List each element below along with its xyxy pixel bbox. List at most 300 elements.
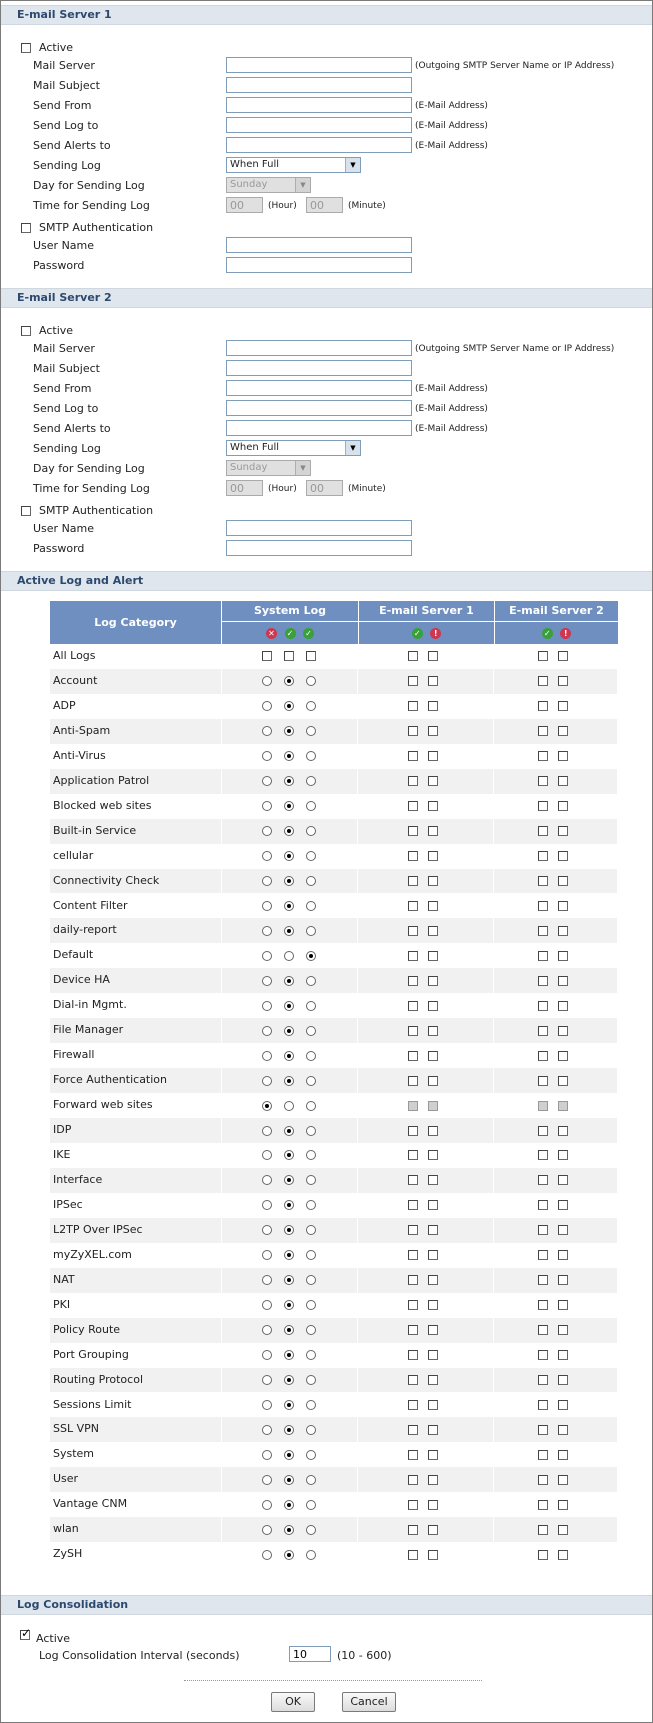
- email2-checkbox[interactable]: [538, 1375, 548, 1385]
- system-log-radio[interactable]: [262, 1325, 272, 1335]
- system-log-radio[interactable]: [284, 1525, 294, 1535]
- email2-checkbox[interactable]: [558, 876, 568, 886]
- server1-sending-log-select[interactable]: [226, 157, 361, 173]
- system-log-radio[interactable]: [306, 1275, 316, 1285]
- email2-checkbox[interactable]: [558, 801, 568, 811]
- email1-checkbox[interactable]: [428, 676, 438, 686]
- system-log-radio[interactable]: [306, 1250, 316, 1260]
- system-log-radio[interactable]: [306, 676, 316, 686]
- email1-checkbox[interactable]: [408, 1525, 418, 1535]
- server1-send-from-input[interactable]: [226, 97, 412, 113]
- email2-checkbox[interactable]: [558, 1076, 568, 1086]
- server1-day-select[interactable]: [226, 177, 311, 193]
- server1-active-checkbox[interactable]: [21, 43, 31, 53]
- email1-checkbox[interactable]: [428, 1500, 438, 1510]
- system-log-radio[interactable]: [262, 1400, 272, 1410]
- system-log-checkbox[interactable]: [262, 651, 272, 661]
- email2-checkbox[interactable]: [538, 1001, 548, 1011]
- email2-checkbox[interactable]: [558, 901, 568, 911]
- email2-checkbox[interactable]: [558, 1400, 568, 1410]
- email2-checkbox[interactable]: [538, 851, 548, 861]
- email1-checkbox[interactable]: [408, 701, 418, 711]
- system-log-radio[interactable]: [284, 1101, 294, 1111]
- email1-checkbox[interactable]: [408, 1001, 418, 1011]
- server2-send-from-input[interactable]: [226, 380, 412, 396]
- system-log-radio[interactable]: [306, 826, 316, 836]
- email2-checkbox[interactable]: [558, 1175, 568, 1185]
- system-log-radio[interactable]: [306, 1101, 316, 1111]
- email1-checkbox[interactable]: [408, 776, 418, 786]
- consolidation-interval-input[interactable]: [289, 1646, 331, 1662]
- system-log-radio[interactable]: [284, 1275, 294, 1285]
- system-log-radio[interactable]: [306, 1026, 316, 1036]
- system-log-radio[interactable]: [284, 701, 294, 711]
- system-log-checkbox[interactable]: [284, 651, 294, 661]
- system-log-radio[interactable]: [284, 1200, 294, 1210]
- system-log-radio[interactable]: [262, 1525, 272, 1535]
- email2-checkbox[interactable]: [558, 1500, 568, 1510]
- system-log-radio[interactable]: [262, 1250, 272, 1260]
- server2-active-checkbox[interactable]: [21, 326, 31, 336]
- email2-checkbox[interactable]: [538, 1200, 548, 1210]
- system-log-radio[interactable]: [306, 1325, 316, 1335]
- server1-minute-input[interactable]: [306, 197, 343, 213]
- system-log-radio[interactable]: [306, 1001, 316, 1011]
- email1-checkbox[interactable]: [428, 751, 438, 761]
- column-separator: [221, 769, 222, 794]
- system-log-radio[interactable]: [306, 1375, 316, 1385]
- email1-checkbox[interactable]: [428, 1350, 438, 1360]
- email2-checkbox[interactable]: [538, 1425, 548, 1435]
- email2-checkbox[interactable]: [538, 1475, 548, 1485]
- system-log-radio[interactable]: [284, 1475, 294, 1485]
- system-log-radio[interactable]: [306, 1400, 316, 1410]
- system-log-radio[interactable]: [306, 1076, 316, 1086]
- email2-checkbox[interactable]: [538, 1076, 548, 1086]
- system-log-radio[interactable]: [284, 951, 294, 961]
- email1-checkbox[interactable]: [428, 1225, 438, 1235]
- email1-checkbox[interactable]: [428, 901, 438, 911]
- system-log-radio[interactable]: [262, 1150, 272, 1160]
- email2-checkbox[interactable]: [558, 1126, 568, 1136]
- email1-checkbox[interactable]: [408, 1051, 418, 1061]
- system-log-radio[interactable]: [262, 751, 272, 761]
- email2-checkbox[interactable]: [558, 1300, 568, 1310]
- server2-time-label: Time for Sending Log: [33, 482, 150, 495]
- email-server-2-section: [1, 308, 652, 563]
- server1-send-alerts-to-input[interactable]: [226, 137, 412, 153]
- system-log-radio[interactable]: [284, 851, 294, 861]
- email2-checkbox[interactable]: [558, 651, 568, 661]
- email1-checkbox[interactable]: [428, 1525, 438, 1535]
- system-log-radio[interactable]: [306, 776, 316, 786]
- email1-checkbox[interactable]: [428, 801, 438, 811]
- server2-send-log-to-input[interactable]: [226, 400, 412, 416]
- system-log-radio[interactable]: [306, 801, 316, 811]
- email2-checkbox[interactable]: [558, 926, 568, 936]
- email2-checkbox[interactable]: [558, 1051, 568, 1061]
- email1-checkbox[interactable]: [408, 1026, 418, 1036]
- system-log-radio[interactable]: [284, 1300, 294, 1310]
- email2-checkbox[interactable]: [538, 1550, 548, 1560]
- system-log-radio[interactable]: [306, 1450, 316, 1460]
- server2-send-alerts-to-input[interactable]: [226, 420, 412, 436]
- email2-checkbox[interactable]: [538, 751, 548, 761]
- email1-checkbox[interactable]: [408, 676, 418, 686]
- system-log-radio[interactable]: [284, 876, 294, 886]
- email1-checkbox[interactable]: [408, 1375, 418, 1385]
- system-log-radio[interactable]: [284, 1026, 294, 1036]
- email1-checkbox[interactable]: [408, 1425, 418, 1435]
- column-separator: [493, 968, 494, 993]
- system-log-radio[interactable]: [306, 951, 316, 961]
- system-log-radio[interactable]: [262, 1500, 272, 1510]
- email2-checkbox[interactable]: [558, 1275, 568, 1285]
- column-separator: [357, 943, 358, 968]
- email2-checkbox[interactable]: [558, 1350, 568, 1360]
- server2-smtp-auth-checkbox[interactable]: [21, 506, 31, 516]
- email1-checkbox[interactable]: [428, 826, 438, 836]
- email1-checkbox[interactable]: [408, 876, 418, 886]
- system-log-radio[interactable]: [262, 701, 272, 711]
- email1-checkbox[interactable]: [428, 851, 438, 861]
- email1-checkbox[interactable]: [428, 701, 438, 711]
- email1-checkbox[interactable]: [408, 951, 418, 961]
- email1-checkbox[interactable]: [408, 1475, 418, 1485]
- email2-checkbox[interactable]: [538, 1325, 548, 1335]
- email2-checkbox[interactable]: [538, 1525, 548, 1535]
- consolidation-active-checkbox[interactable]: [20, 1630, 30, 1640]
- system-log-radio[interactable]: [284, 1500, 294, 1510]
- email2-checkbox[interactable]: [558, 1250, 568, 1260]
- cancel-button[interactable]: Cancel: [342, 1692, 396, 1712]
- server1-user-name-input[interactable]: [226, 237, 412, 253]
- server2-sending-log-select[interactable]: [226, 440, 361, 456]
- server1-smtp-auth-checkbox[interactable]: [21, 223, 31, 233]
- email1-checkbox[interactable]: [408, 976, 418, 986]
- system-log-radio[interactable]: [262, 1051, 272, 1061]
- system-log-radio[interactable]: [306, 1425, 316, 1435]
- email1-checkbox[interactable]: [408, 1275, 418, 1285]
- system-log-radio[interactable]: [284, 1375, 294, 1385]
- email2-checkbox[interactable]: [558, 1375, 568, 1385]
- email2-checkbox[interactable]: [538, 651, 548, 661]
- email2-checkbox[interactable]: [558, 951, 568, 961]
- system-log-radio[interactable]: [306, 726, 316, 736]
- server2-day-select[interactable]: [226, 460, 311, 476]
- email2-checkbox[interactable]: [558, 726, 568, 736]
- server1-send-log-to-input[interactable]: [226, 117, 412, 133]
- email1-checkbox[interactable]: [408, 1076, 418, 1086]
- email1-checkbox[interactable]: [408, 1126, 418, 1136]
- email2-checkbox[interactable]: [538, 1225, 548, 1235]
- email1-checkbox[interactable]: [428, 1026, 438, 1036]
- system-log-radio[interactable]: [262, 1175, 272, 1185]
- system-log-radio[interactable]: [262, 1101, 272, 1111]
- system-log-radio[interactable]: [306, 876, 316, 886]
- email2-checkbox[interactable]: [558, 1026, 568, 1036]
- server2-hour-input[interactable]: [226, 480, 263, 496]
- email2-checkbox[interactable]: [538, 1150, 548, 1160]
- system-log-radio[interactable]: [284, 1175, 294, 1185]
- email2-checkbox[interactable]: [558, 1550, 568, 1560]
- email1-checkbox[interactable]: [408, 826, 418, 836]
- email2-checkbox[interactable]: [558, 776, 568, 786]
- system-log-radio[interactable]: [306, 1175, 316, 1185]
- table-row: [50, 1318, 617, 1343]
- system-log-radio[interactable]: [306, 901, 316, 911]
- email1-checkbox[interactable]: [408, 751, 418, 761]
- email2-checkbox[interactable]: [538, 1051, 548, 1061]
- email2-checkbox[interactable]: [538, 776, 548, 786]
- system-log-radio[interactable]: [306, 926, 316, 936]
- system-log-radio[interactable]: [284, 1450, 294, 1460]
- system-log-radio[interactable]: [284, 751, 294, 761]
- system-log-radio[interactable]: [284, 801, 294, 811]
- email1-checkbox[interactable]: [408, 851, 418, 861]
- system-log-radio[interactable]: [284, 1150, 294, 1160]
- email2-checkbox[interactable]: [558, 701, 568, 711]
- email1-checkbox[interactable]: [428, 1275, 438, 1285]
- system-log-radio[interactable]: [262, 1275, 272, 1285]
- email1-checkbox[interactable]: [428, 1450, 438, 1460]
- system-log-radio[interactable]: [284, 1400, 294, 1410]
- email1-checkbox[interactable]: [408, 1250, 418, 1260]
- system-log-radio[interactable]: [262, 776, 272, 786]
- email1-checkbox[interactable]: [428, 951, 438, 961]
- email2-checkbox[interactable]: [538, 951, 548, 961]
- system-log-radio[interactable]: [284, 1076, 294, 1086]
- email1-checkbox[interactable]: [428, 726, 438, 736]
- system-log-radio[interactable]: [306, 976, 316, 986]
- email1-checkbox[interactable]: [408, 1350, 418, 1360]
- system-log-radio[interactable]: [306, 1200, 316, 1210]
- system-log-radio[interactable]: [262, 951, 272, 961]
- email2-checkbox[interactable]: [558, 1450, 568, 1460]
- system-log-radio[interactable]: [262, 1425, 272, 1435]
- system-log-radio[interactable]: [284, 776, 294, 786]
- email1-checkbox[interactable]: [428, 926, 438, 936]
- system-log-radio[interactable]: [262, 1026, 272, 1036]
- system-log-radio[interactable]: [306, 1126, 316, 1136]
- system-log-radio[interactable]: [262, 1225, 272, 1235]
- system-log-radio[interactable]: [262, 876, 272, 886]
- email2-checkbox[interactable]: [538, 1450, 548, 1460]
- email2-checkbox[interactable]: [558, 1525, 568, 1535]
- email1-checkbox[interactable]: [408, 1300, 418, 1310]
- email1-checkbox[interactable]: [408, 1225, 418, 1235]
- email2-checkbox[interactable]: [538, 1400, 548, 1410]
- server2-password-input[interactable]: [226, 540, 412, 556]
- email1-checkbox[interactable]: [428, 1126, 438, 1136]
- email1-checkbox[interactable]: [428, 1325, 438, 1335]
- system-log-radio[interactable]: [306, 1051, 316, 1061]
- email2-checkbox[interactable]: [538, 1101, 548, 1111]
- email2-checkbox[interactable]: [558, 1001, 568, 1011]
- table-row: [50, 918, 617, 943]
- system-log-radio[interactable]: [284, 1225, 294, 1235]
- system-log-radio[interactable]: [284, 1051, 294, 1061]
- email1-checkbox[interactable]: [428, 1101, 438, 1111]
- system-log-checkbox[interactable]: [306, 651, 316, 661]
- system-log-radio[interactable]: [284, 826, 294, 836]
- system-log-radio[interactable]: [306, 1300, 316, 1310]
- system-log-radio[interactable]: [262, 926, 272, 936]
- email1-checkbox[interactable]: [428, 776, 438, 786]
- email1-checkbox[interactable]: [408, 901, 418, 911]
- email2-checkbox[interactable]: [558, 1325, 568, 1335]
- email1-checkbox[interactable]: [408, 1101, 418, 1111]
- system-log-radio[interactable]: [262, 1350, 272, 1360]
- email1-checkbox[interactable]: [408, 1325, 418, 1335]
- email2-checkbox[interactable]: [538, 801, 548, 811]
- system-log-radio[interactable]: [262, 1001, 272, 1011]
- system-log-radio[interactable]: [306, 1150, 316, 1160]
- system-log-radio[interactable]: [284, 926, 294, 936]
- email2-checkbox[interactable]: [538, 1300, 548, 1310]
- system-log-radio[interactable]: [262, 676, 272, 686]
- email2-checkbox[interactable]: [558, 1475, 568, 1485]
- system-log-radio[interactable]: [284, 1001, 294, 1011]
- email2-checkbox[interactable]: [538, 676, 548, 686]
- system-log-radio[interactable]: [284, 1325, 294, 1335]
- email2-checkbox[interactable]: [558, 1200, 568, 1210]
- email1-checkbox[interactable]: [428, 1300, 438, 1310]
- system-log-radio[interactable]: [284, 726, 294, 736]
- email1-checkbox[interactable]: [408, 926, 418, 936]
- system-log-radio[interactable]: [306, 701, 316, 711]
- email1-checkbox[interactable]: [428, 1175, 438, 1185]
- email2-checkbox[interactable]: [538, 876, 548, 886]
- email1-checkbox[interactable]: [408, 1550, 418, 1560]
- system-log-radio[interactable]: [284, 1350, 294, 1360]
- email1-checkbox[interactable]: [428, 1475, 438, 1485]
- email1-checkbox[interactable]: [428, 1200, 438, 1210]
- system-log-radio[interactable]: [284, 1250, 294, 1260]
- server2-mail-subject-input[interactable]: [226, 360, 412, 376]
- email2-checkbox[interactable]: [538, 726, 548, 736]
- email1-checkbox[interactable]: [428, 1550, 438, 1560]
- ok-button[interactable]: OK: [271, 1692, 315, 1712]
- system-log-radio[interactable]: [284, 1425, 294, 1435]
- server1-mail-subject-input[interactable]: [226, 77, 412, 93]
- system-log-radio[interactable]: [306, 1500, 316, 1510]
- email2-checkbox[interactable]: [538, 926, 548, 936]
- log-category-name: Policy Route: [53, 1322, 121, 1336]
- server2-minute-input[interactable]: [306, 480, 343, 496]
- email1-checkbox[interactable]: [428, 1375, 438, 1385]
- system-log-radio[interactable]: [284, 901, 294, 911]
- email1-checkbox[interactable]: [408, 1450, 418, 1460]
- email2-checkbox[interactable]: [558, 676, 568, 686]
- email1-checkbox[interactable]: [408, 726, 418, 736]
- system-log-radio[interactable]: [262, 1375, 272, 1385]
- email1-checkbox[interactable]: [408, 1150, 418, 1160]
- system-log-radio[interactable]: [262, 726, 272, 736]
- email1-checkbox[interactable]: [428, 1250, 438, 1260]
- system-log-radio[interactable]: [306, 1475, 316, 1485]
- system-log-radio[interactable]: [306, 851, 316, 861]
- email2-checkbox[interactable]: [538, 1126, 548, 1136]
- email2-checkbox[interactable]: [558, 751, 568, 761]
- email2-checkbox[interactable]: [558, 1101, 568, 1111]
- system-log-radio[interactable]: [262, 826, 272, 836]
- system-log-radio[interactable]: [306, 751, 316, 761]
- server1-password-input[interactable]: [226, 257, 412, 273]
- email2-checkbox[interactable]: [558, 1225, 568, 1235]
- system-log-radio[interactable]: [306, 1525, 316, 1535]
- email1-checkbox[interactable]: [428, 1051, 438, 1061]
- email1-checkbox[interactable]: [408, 1175, 418, 1185]
- server2-send-alerts-to-label: Send Alerts to: [33, 422, 111, 435]
- server1-hour-input[interactable]: [226, 197, 263, 213]
- system-log-radio[interactable]: [262, 1450, 272, 1460]
- system-log-radio[interactable]: [262, 901, 272, 911]
- system-log-radio[interactable]: [262, 1200, 272, 1210]
- email2-checkbox[interactable]: [558, 826, 568, 836]
- system-log-radio[interactable]: [284, 976, 294, 986]
- email2-checkbox[interactable]: [538, 1500, 548, 1510]
- email2-checkbox[interactable]: [538, 1026, 548, 1036]
- email2-checkbox[interactable]: [538, 1350, 548, 1360]
- email2-checkbox[interactable]: [538, 701, 548, 711]
- email1-checkbox[interactable]: [408, 1400, 418, 1410]
- system-log-radio[interactable]: [262, 1300, 272, 1310]
- email1-checkbox[interactable]: [428, 1400, 438, 1410]
- email2-checkbox[interactable]: [558, 1425, 568, 1435]
- system-log-radio[interactable]: [262, 801, 272, 811]
- email2-checkbox[interactable]: [558, 976, 568, 986]
- email1-checkbox[interactable]: [428, 876, 438, 886]
- system-log-radio[interactable]: [262, 1126, 272, 1136]
- email1-checkbox[interactable]: [408, 651, 418, 661]
- email2-checkbox[interactable]: [558, 1150, 568, 1160]
- email2-checkbox[interactable]: [538, 1250, 548, 1260]
- email2-checkbox[interactable]: [538, 1275, 548, 1285]
- email1-checkbox[interactable]: [408, 1200, 418, 1210]
- system-log-radio[interactable]: [306, 1350, 316, 1360]
- email2-checkbox[interactable]: [538, 1175, 548, 1185]
- system-log-radio[interactable]: [262, 1475, 272, 1485]
- email1-checkbox[interactable]: [428, 1425, 438, 1435]
- column-separator: [493, 1093, 494, 1118]
- system-log-radio[interactable]: [262, 976, 272, 986]
- email1-checkbox[interactable]: [408, 1500, 418, 1510]
- system-log-radio[interactable]: [306, 1225, 316, 1235]
- table-row: [50, 1193, 617, 1218]
- email1-checkbox[interactable]: [408, 801, 418, 811]
- system-log-radio[interactable]: [284, 1550, 294, 1560]
- system-log-radio[interactable]: [262, 1076, 272, 1086]
- email2-checkbox[interactable]: [558, 851, 568, 861]
- system-log-radio[interactable]: [262, 1550, 272, 1560]
- system-log-radio[interactable]: [284, 676, 294, 686]
- system-log-radio[interactable]: [262, 851, 272, 861]
- email2-checkbox[interactable]: [538, 901, 548, 911]
- email1-checkbox[interactable]: [428, 1150, 438, 1160]
- email2-checkbox[interactable]: [538, 976, 548, 986]
- server2-mail-server-input[interactable]: [226, 340, 412, 356]
- email1-checkbox[interactable]: [428, 651, 438, 661]
- email1-checkbox[interactable]: [428, 976, 438, 986]
- server1-mail-server-input[interactable]: [226, 57, 412, 73]
- server2-user-name-input[interactable]: [226, 520, 412, 536]
- email1-checkbox[interactable]: [428, 1076, 438, 1086]
- email2-checkbox[interactable]: [538, 826, 548, 836]
- system-log-radio[interactable]: [306, 1550, 316, 1560]
- system-log-radio[interactable]: [284, 1126, 294, 1136]
- email1-checkbox[interactable]: [428, 1001, 438, 1011]
